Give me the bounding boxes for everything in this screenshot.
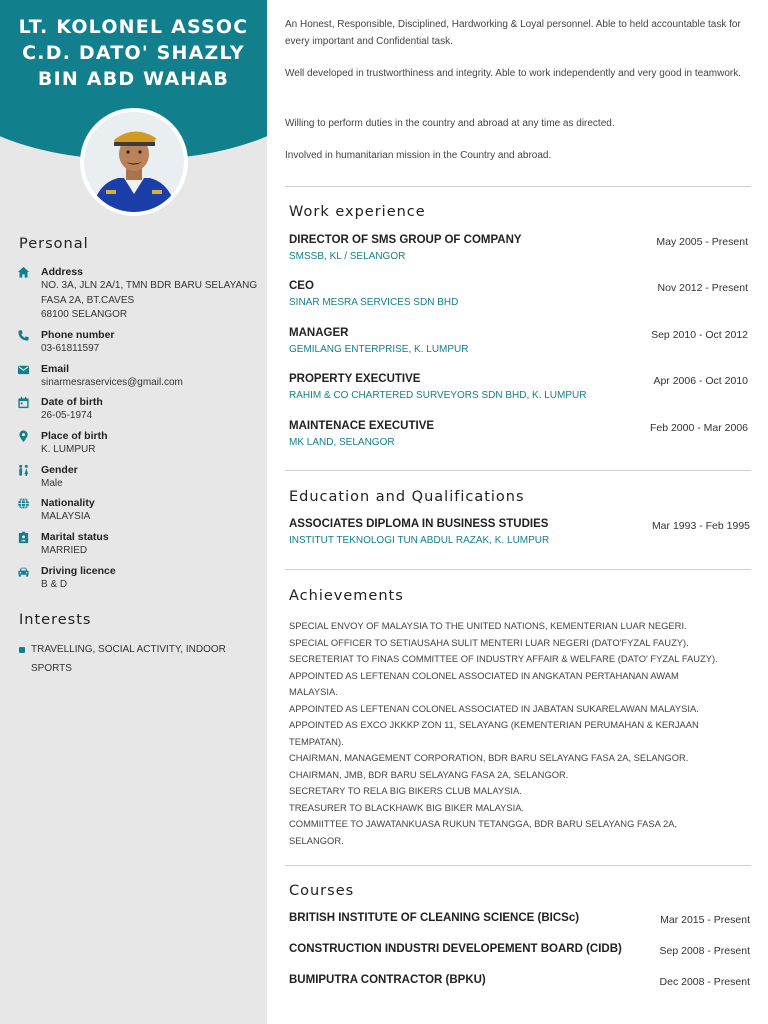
place-of-birth-value: K. LUMPUR: [41, 444, 96, 455]
summary-paragraph: Involved in humanitarian mission in the Country and abroad.: [285, 150, 552, 161]
divider: [285, 470, 751, 471]
achievement-item: APPOINTED AS LEFTENAN COLONEL ASSOCIATED IN ANGKATAN PERTAHANAN AWAM MALAYSIA.: [289, 669, 679, 697]
work-title: MANAGER: [289, 327, 349, 339]
globe-icon: [17, 497, 30, 510]
education-entry: [289, 518, 751, 552]
work-entry: [289, 327, 751, 361]
personal-heading: Personal: [19, 236, 89, 252]
course-title: BUMIPUTRA CONTRACTOR (BPKU): [289, 974, 486, 986]
course-date: Mar 2015 - Present: [660, 914, 750, 926]
profile-photo-image: [84, 112, 184, 212]
work-date: Feb 2000 - Mar 2006: [649, 422, 748, 434]
bullet-icon: [19, 647, 25, 653]
phone-value: 03-61811597: [41, 343, 100, 354]
achievement-item: APPOINTED AS LEFTENAN COLONEL ASSOCIATED IN JABATAN SUKARELAWAN MALAYSIA.: [289, 702, 699, 714]
work-entry: [289, 373, 751, 407]
work-date: May 2005 - Present: [656, 236, 748, 248]
calendar-icon: [17, 396, 30, 409]
driving-licence-value: B & D: [41, 579, 68, 590]
education-date: Mar 1993 - Feb 1995: [651, 520, 750, 532]
place-of-birth-label: Place of birth: [41, 430, 108, 442]
work-org: RAHIM & CO CHARTERED SURVEYORS SDN BHD, K. LUMPUR: [289, 390, 587, 401]
achievement-item: COMMIITTEE TO JAWATANKUASA RUKUN TETANGGA, BDR BARU SELAYANG FASA 2A, SELANGOR.: [289, 818, 678, 846]
achievement-item: SPECIAL OFFICER TO SETIAUSAHA SULIT MENTERI LUAR NEGERI (DATO'FYZAL FAUZY).: [289, 636, 689, 648]
nationality-value: MALAYSIA: [41, 511, 91, 522]
car-icon: [17, 565, 30, 578]
address-value: NO. 3A, JLN 2A/1, TMN BDR BARU SELAYANG FASA 2A, BT.CAVES 68100 SELANGOR: [41, 280, 258, 320]
sidebar: [0, 0, 267, 1024]
profile-photo: [80, 108, 188, 216]
interest-item: [19, 640, 259, 678]
work-experience-heading: Work experience: [289, 204, 426, 220]
work-org: SMSSB, KL / SELANGOR: [289, 251, 406, 262]
location-pin-icon: [17, 430, 30, 443]
work-entry: [289, 234, 751, 268]
interests-heading: Interests: [19, 612, 92, 628]
achievements-list: [289, 618, 729, 849]
nationality-label: Nationality: [41, 497, 95, 509]
course-entry: [289, 943, 751, 961]
work-title: CEO: [289, 280, 314, 292]
achievement-item: CHAIRMAN, MANAGEMENT CORPORATION, BDR BARU SELAYANG FASA 2A, SELANGOR.: [289, 752, 689, 763]
id-badge-icon: [17, 531, 30, 544]
email-label: Email: [41, 363, 70, 375]
marital-status-label: Marital status: [41, 531, 109, 543]
divider: [285, 569, 751, 570]
date-of-birth-label: Date of birth: [41, 396, 103, 408]
work-title: DIRECTOR OF SMS GROUP OF COMPANY: [289, 234, 522, 246]
achievement-item: SPECIAL ENVOY OF MALAYSIA TO THE UNITED NATIONS, KEMENTERIAN LUAR NEGERI.: [289, 620, 687, 631]
work-title: MAINTENACE EXECUTIVE: [289, 420, 435, 432]
work-date: Apr 2006 - Oct 2010: [653, 375, 748, 387]
gender-icon: [17, 464, 30, 477]
divider: [285, 186, 751, 187]
achievement-item: CHAIRMAN, JMB, BDR BARU SELAYANG FASA 2A, SELANGOR.: [289, 768, 569, 780]
email-value: sinarmesraservices@gmail.com: [41, 377, 183, 388]
summary-paragraph: Willing to perform duties in the country and abroad at any time as directed.: [285, 118, 615, 129]
course-entry: [289, 974, 751, 992]
phone-label: Phone number: [41, 329, 115, 341]
achievement-item: SECRETERIAT TO FINAS COMMITTEE OF INDUSTRY AFFAIR & WELFARE (DATO' FYZAL FAUZY).: [289, 653, 718, 664]
person-name: LT. KOLONEL ASSOC C.D. DATO' SHAZLY BIN ABD WAHAB: [18, 16, 249, 90]
course-entry: [289, 912, 751, 930]
work-entry: [289, 280, 751, 314]
education-title: ASSOCIATES DIPLOMA IN BUSINESS STUDIES: [289, 518, 549, 530]
achievement-item: TREASURER TO BLACKHAWK BIG BIKER MALAYSIA.: [289, 801, 525, 813]
home-icon: [17, 266, 30, 279]
email-icon: [17, 363, 30, 376]
work-org: SINAR MESRA SERVICES SDN BHD: [289, 297, 459, 308]
address-label: Address: [41, 266, 84, 278]
gender-value: Male: [41, 478, 63, 489]
summary-paragraph: An Honest, Responsible, Disciplined, Hardworking & Loyal personnel. Able to held accountable task for every important and Confidential task.: [285, 19, 741, 47]
education-institution: INSTITUT TEKNOLOGI TUN ABDUL RAZAK, K. LUMPUR: [289, 535, 550, 546]
work-date: Nov 2012 - Present: [657, 282, 748, 294]
work-entry: [289, 420, 751, 454]
work-org: MK LAND, SELANGOR: [289, 437, 395, 448]
work-org: GEMILANG ENTERPRISE, K. LUMPUR: [289, 344, 469, 355]
course-date: Sep 2008 - Present: [659, 945, 750, 957]
date-of-birth-value: 26-05-1974: [41, 410, 93, 421]
divider: [285, 865, 751, 866]
course-date: Dec 2008 - Present: [659, 976, 750, 988]
course-title: CONSTRUCTION INDUSTRI DEVELOPEMENT BOARD (CIDB): [289, 943, 622, 955]
interest-text: TRAVELLING, SOCIAL ACTIVITY, INDOOR SPORTS: [31, 644, 226, 674]
work-title: PROPERTY EXECUTIVE: [289, 373, 421, 385]
work-date: Sep 2010 - Oct 2012: [651, 329, 748, 341]
gender-label: Gender: [41, 464, 78, 476]
main-content: [285, 0, 751, 1024]
achievement-item: APPOINTED AS EXCO JKKKP ZON 11, SELAYANG (KEMENTERIAN PERUMAHAN & KERJAAN TEMPATAN).: [289, 719, 699, 747]
courses-heading: Courses: [289, 883, 355, 899]
phone-icon: [17, 329, 30, 342]
marital-status-value: MARRIED: [41, 545, 88, 556]
course-title: BRITISH INSTITUTE OF CLEANING SCIENCE (BICSc): [289, 912, 580, 924]
achievements-heading: Achievements: [289, 588, 404, 604]
achievement-item: SECRETARY TO RELA BIG BIKERS CLUB MALAYSIA.: [289, 785, 522, 796]
summary-paragraph: Well developed in trustworthiness and integrity. Able to work independently and very good in teamwork.: [285, 68, 741, 79]
education-heading: Education and Qualifications: [289, 489, 525, 505]
driving-licence-label: Driving licence: [41, 565, 116, 577]
